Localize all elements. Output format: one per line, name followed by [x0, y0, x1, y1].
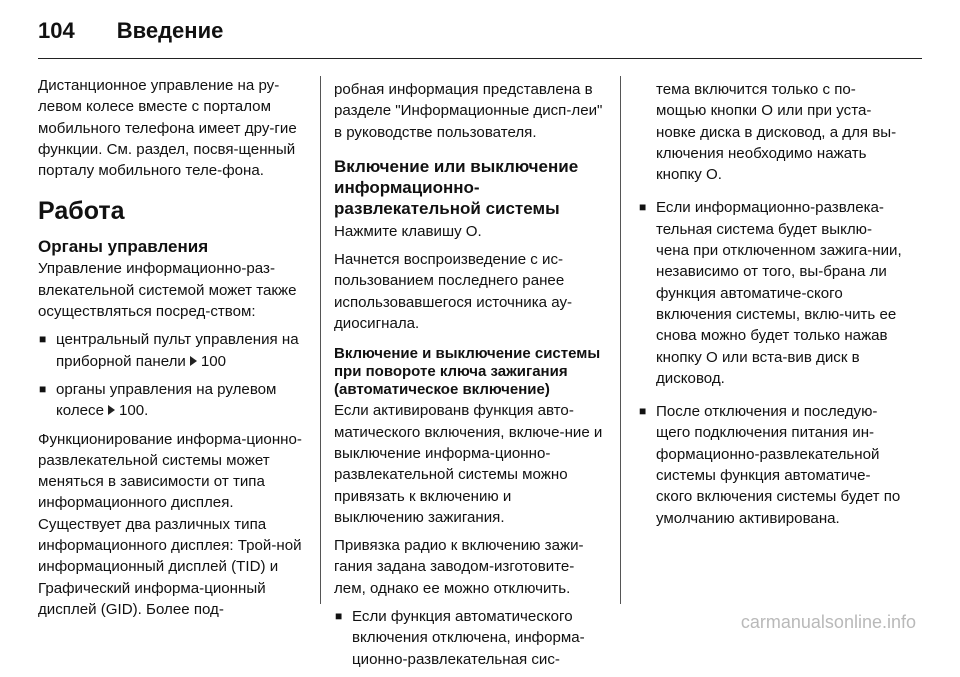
auto-on-paragraph: Если активированв функция авто-матического включения, включе-ние и выключение информа-ционно-развлекательной системы можно привязать к включению и выключению зажигания. [334, 402, 603, 526]
column-3 [638, 79, 902, 536]
ignition-list [334, 606, 604, 670]
bullet-icon: ■ [639, 404, 647, 419]
controls-paragraph: Управление информационно-раз-влекательной системой может также осуществляться посред-ством: [38, 260, 297, 321]
ignition-list-continued [638, 197, 902, 528]
column-divider-2 [620, 76, 621, 604]
column-divider-1 [320, 76, 321, 604]
function-paragraph: Функционирование информа-ционно-развлекательной системы может меняться в зависимости от типа информационного дисплея. Существует два различных типа информационного дисплея: Трой-ной информационный дисплей (TID) и Графический информа-ционный дисплей (GID). Более под- [38, 430, 302, 618]
page-reference-number: 100. [118, 402, 149, 420]
subsection-heading-ignition: Включение и выключение системы при повороте ключа зажигания (автоматическое включение) [334, 345, 601, 399]
header-rule [38, 58, 922, 59]
list-item-text: центральный пульт управления на приборной панели [56, 331, 299, 370]
list-item [334, 606, 604, 670]
list-item [38, 379, 308, 422]
bullet-icon: ■ [39, 332, 47, 347]
list-item-text: Если функция автоматического включения отключена, информа-ционно-развлекательная сис- [352, 608, 585, 668]
page-reference-arrow-icon [108, 405, 115, 415]
list-item [638, 197, 902, 389]
page-reference-arrow-icon [190, 356, 197, 366]
subsection-heading-controls: Органы управления [38, 237, 209, 257]
factory-paragraph: Привязка радио к включению зажи-гания задана заводом-изготовите-лем, однако ее можно отключить. [334, 537, 584, 597]
page-header [38, 18, 223, 46]
page-reference-number: 100 [200, 352, 227, 370]
intro-paragraph: Дистанционное управление на ру-левом колесе вместе с порталом мобильного телефона имеет дру-гие функции. См. раздел, посвя-щенный порталу мобильного теле-фона. [38, 77, 297, 180]
list-item-text: После отключения и последую-щего подключения питания ин-формационно-развлекательной системы функция автоматиче-ского включения системы будет по умолчанию активирована. [656, 403, 901, 527]
continued-paragraph: робная информация представлена в разделе "Информационные дисп-леи" в руководстве пользователя. [334, 81, 603, 141]
list-item [38, 329, 308, 372]
list-item [638, 401, 902, 529]
playback-paragraph: Начнется воспроизведение с ис-пользованием последнего ранее использовавшегося источника ау-диосигнала. [334, 251, 573, 333]
column-1 [38, 75, 308, 627]
controls-list [38, 329, 308, 421]
press-key-paragraph: Нажмите клавишу O. [334, 222, 482, 240]
list-item-text: органы управления на рулевом колесе [56, 380, 277, 420]
continued-list-text: тема включится только с по-мощью кнопки O или при уста-новке диска в дисковод, а для вы-ключения необходимо нажать кнопку O. [656, 81, 897, 184]
list-item-text: Если информационно-развлека-тельная система будет выклю-чена при отключенном зажига-нии, независимо от того, вы-брана ли функция автоматиче-ского включения системы, вклю-чить ее снова можно будет только нажав кнопку O или вста-вив диск в дисковод. [656, 199, 902, 387]
section-heading-work: Работа [38, 197, 125, 226]
subsection-heading-onoff: Включение или выключение информационно-развлекательной системы [334, 156, 579, 218]
column-2 [334, 79, 604, 677]
watermark: carmanualsonline.info [740, 612, 916, 632]
bullet-icon: ■ [335, 609, 343, 624]
bullet-icon: ■ [639, 200, 647, 215]
chapter-title: Введение [116, 18, 224, 43]
bullet-icon: ■ [39, 381, 47, 396]
page-number: 104 [38, 18, 75, 43]
